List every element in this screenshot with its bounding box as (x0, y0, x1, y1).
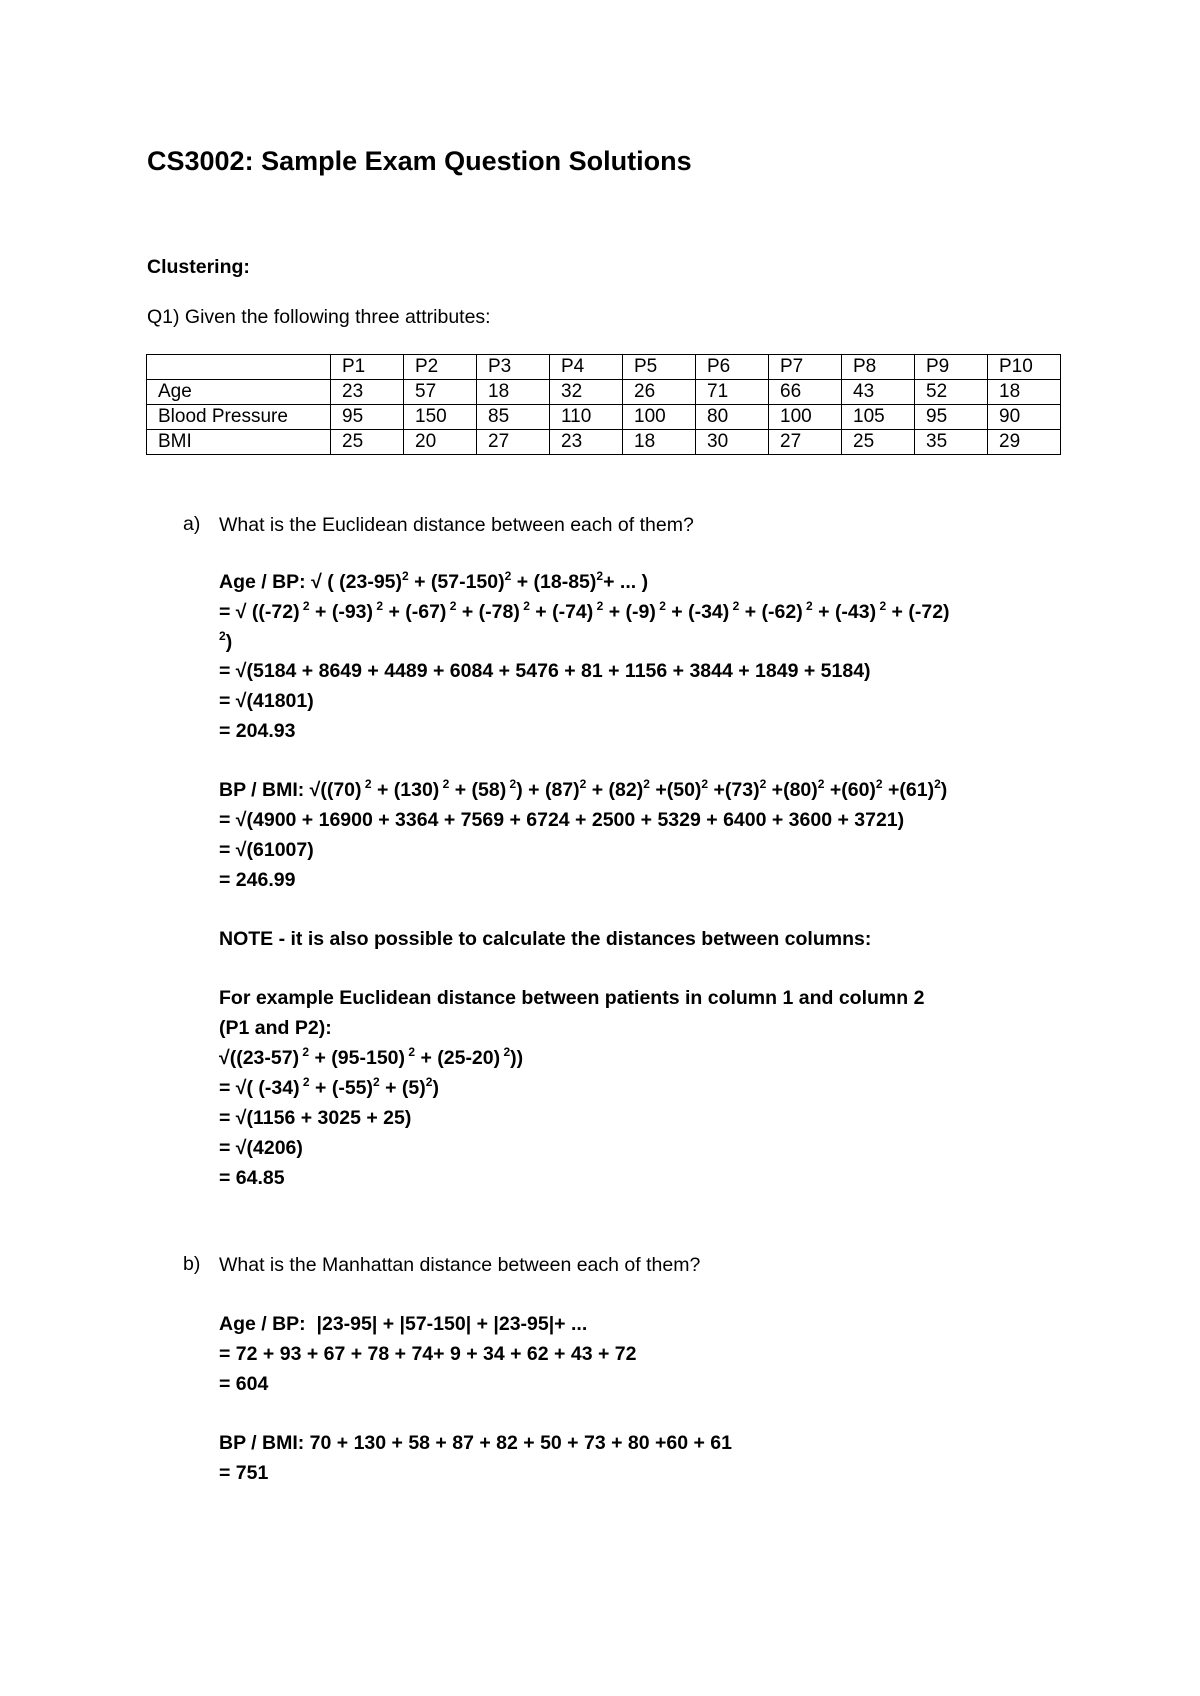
question-1-text: Q1) Given the following three attributes: (147, 306, 491, 328)
table-header-cell (147, 355, 331, 380)
table-cell: 23 (331, 380, 404, 405)
note-text: NOTE - it is also possible to calculate the distances between columns: (219, 928, 872, 950)
age-bp-euclidean-expression: Age / BP: √ ( $(23-95)^2 + (57-150)^2 + (18-85)^2+$ ... ) (219, 569, 649, 593)
part-b-question: What is the Manhattan distance between each of them? (219, 1254, 701, 1276)
table-cell: 100 (769, 405, 842, 430)
table-cell: 32 (550, 380, 623, 405)
table-header-cell: P3 (477, 355, 550, 380)
table-cell: 66 (769, 380, 842, 405)
table-cell: 29 (988, 430, 1061, 455)
table-cell: 95 (915, 405, 988, 430)
table-row-label: BMI (147, 430, 331, 455)
table-cell: 26 (623, 380, 696, 405)
table-cell: 52 (915, 380, 988, 405)
table-cell: 110 (550, 405, 623, 430)
example-expression: √((23-57) $^2$ + (95-150) $^2$ + (25-20) $^2$)) (219, 1045, 524, 1069)
table-cell: 27 (477, 430, 550, 455)
table-cell: 90 (988, 405, 1061, 430)
table-cell: 27 (769, 430, 842, 455)
table-cell: 25 (331, 430, 404, 455)
table-row (147, 380, 1061, 405)
table-cell: 18 (477, 380, 550, 405)
part-b-marker: b) (183, 1253, 201, 1275)
bp-bmi-euclidean-expression: BP / BMI: √((70) $^2$ + (130) $^2$ + (58) $^2) + (87)^2 + (82)^2 +(50)^2 +(73)^2 +(80)^2 +(60)^2 +(61)^2$) (219, 777, 948, 801)
example-expression-2: = √( (-34) $^2 + (-55)^2 + (5)^2$) (219, 1075, 439, 1099)
table-cell: 18 (988, 380, 1061, 405)
age-bp-result-line: = √(5184 + 8649 + 4489 + 6084 + 5476 + 81 + 1156 + 3844 + 1849 + 5184) (219, 660, 871, 682)
table-header-cell: P6 (696, 355, 769, 380)
example-line: (P1 and P2): (219, 1017, 332, 1039)
table-header-cell: P9 (915, 355, 988, 380)
age-bp-label: Age / BP: (219, 1313, 306, 1335)
table-cell: 30 (696, 430, 769, 455)
example-result-line: = √(4206) (219, 1137, 303, 1159)
table-cell: 150 (404, 405, 477, 430)
attributes-table (146, 354, 1061, 455)
table-row (147, 405, 1061, 430)
table-row-label: Blood Pressure (147, 405, 331, 430)
table-header-cell: P8 (842, 355, 915, 380)
table-cell: 100 (623, 405, 696, 430)
table-header-cell: P7 (769, 355, 842, 380)
example-line: For example Euclidean distance between patients in column 1 and column 2 (219, 987, 925, 1009)
table-cell: 105 (842, 405, 915, 430)
table-cell: 20 (404, 430, 477, 455)
age-bp-squared-terms: = √ ((-72) $^2$ + (-93) $^2$ + (-67) $^2$ + (-78) $^2$ + (-74) $^2$ + (-9) $^2$ + (-34) $^2$ + (-62) $^2$ + (-43) $^2$ + (-72) (219, 599, 950, 623)
table-cell: 23 (550, 430, 623, 455)
age-bp-manhattan-line: = 604 (219, 1373, 269, 1395)
part-a-question: What is the Euclidean distance between each of them? (219, 514, 694, 536)
example-result-line: = 64.85 (219, 1167, 285, 1189)
age-bp-squared-terms-wrap: $^2$) (219, 629, 233, 653)
table-cell: 25 (842, 430, 915, 455)
table-cell: 85 (477, 405, 550, 430)
table-cell: 71 (696, 380, 769, 405)
table-cell: 18 (623, 430, 696, 455)
age-bp-manhattan-line: = 72 + 93 + 67 + 78 + 74+ 9 + 34 + 62 + 43 + 72 (219, 1343, 637, 1365)
age-bp-manhattan-terms: |23-95| + |57-150| + |23-95|+ ... (316, 1313, 588, 1335)
part-a-marker: a) (183, 513, 201, 535)
table-header-cell: P4 (550, 355, 623, 380)
age-bp-result-line: = 204.93 (219, 720, 296, 742)
bp-bmi-manhattan-terms: 70 + 130 + 58 + 87 + 82 + 50 + 73 + 80 +60 + 61 (309, 1432, 732, 1454)
age-bp-label: Age / BP: (219, 571, 306, 593)
table-header-row (147, 355, 1061, 380)
table-header-cell: P2 (404, 355, 477, 380)
table-cell: 35 (915, 430, 988, 455)
bp-bmi-result-line: = √(4900 + 16900 + 3364 + 7569 + 6724 + 2500 + 5329 + 6400 + 3600 + 3721) (219, 809, 905, 831)
table-header-cell: P5 (623, 355, 696, 380)
age-bp-manhattan-expression (219, 1312, 587, 1336)
bp-bmi-manhattan-result: = 751 (219, 1462, 269, 1484)
bp-bmi-manhattan-expression (219, 1431, 732, 1455)
table-header-cell: P1 (331, 355, 404, 380)
table-cell: 57 (404, 380, 477, 405)
table-header-cell: P10 (988, 355, 1061, 380)
page-title: CS3002: Sample Exam Question Solutions (147, 146, 692, 176)
table-cell: 80 (696, 405, 769, 430)
table-row (147, 430, 1061, 455)
table-row-label: Age (147, 380, 331, 405)
example-result-line: = √(1156 + 3025 + 25) (219, 1107, 412, 1129)
section-heading: Clustering: (147, 256, 250, 278)
bp-bmi-result-line: = 246.99 (219, 869, 296, 891)
bp-bmi-result-line: = √(61007) (219, 839, 314, 861)
bp-bmi-label: BP / BMI: (219, 779, 305, 801)
table-cell: 95 (331, 405, 404, 430)
age-bp-result-line: = √(41801) (219, 690, 314, 712)
bp-bmi-label: BP / BMI: (219, 1432, 305, 1454)
table-cell: 43 (842, 380, 915, 405)
